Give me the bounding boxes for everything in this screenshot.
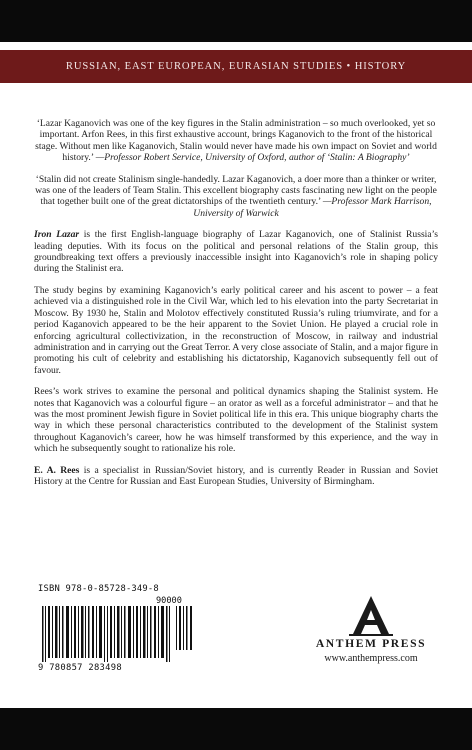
barcode-number: 9 780857 283498 xyxy=(38,663,122,673)
quote-text: ‘Stalin did not create Stalinism single-handedly. Lazar Kaganovich, a doer more than a thinker or writer, was one of the leaders of Team Stalin. This excellent biography casts fascinating new light on the people that together built one of the great dictatorships of the twentieth century.’ xyxy=(35,173,437,208)
body-paragraph: Rees’s work strives to examine the personal and political dynamics shaping the Stalinist system. He notes that Kaganovich was a colourful figure – an orator as well as a forceful administrator – and that he was the most prominent Jewish figure in Soviet political life in this era. This unique biography charts the way in which these personal characteristics contributed to the development of the Stalinist system throughout Kaganovich’s career, how he was himself transformed by this experience, and the way in which he subsequently sought to rationalize his role. xyxy=(34,386,438,455)
barcode-bars xyxy=(38,606,196,664)
endorsement-quote xyxy=(34,118,438,164)
quote-text: ‘Lazar Kaganovich was one of the key figures in the Stalin administration – so much overlooked, yet so important. Arfon Rees, in this first exhaustive account, brings Kaganovich to the front of the historical stage. Without men like Kaganovich, Stalin would never have made his own impact on Soviet and world history.’ xyxy=(35,118,437,164)
back-cover-text xyxy=(34,118,438,497)
quote-attribution: —Professor Robert Service, University of Oxford, author of ‘Stalin: A Biography’ xyxy=(95,152,410,164)
series-banner-text: RUSSIAN, EAST EUROPEAN, EURASIAN STUDIES • HISTORY xyxy=(65,61,407,72)
isbn-barcode xyxy=(38,584,196,672)
quote-attribution: —Professor Mark Harrison, University of Warwick xyxy=(193,196,432,219)
top-black-border xyxy=(0,0,472,42)
author-bio-text: is a specialist in Russian/Soviet history, and is currently Reader in Russian and Soviet History at the Centre for Russian and East European Studies, University of Birmingham. xyxy=(34,464,438,487)
author-bio xyxy=(34,465,438,488)
body-paragraph: The study begins by examining Kaganovich’s early political career and his ascent to power – a feat achieved via a distinguished role in the Civil War, which led to his elevation into the party Secretariat in Moscow. By 1930 he, Stalin and Molotov effectively constituted Russia’s ruling triumvirate, and for a period Kaganovich appeared to be the heir apparent to the Soviet Union. He played a crucial role in enforcing agricultural collectivization, in the reconstruction of Moscow, in railway and industrial administration and in carrying out the Great Terror. A very close associate of Stalin, and a major figure in promoting his cult of celebrity and establishing his dictatorship, Kaganovich subsequently fell out of favour. xyxy=(34,284,438,376)
intro-text: is the first English-language biography of Lazar Kaganovich, one of Stalinist Russia’s leading deputies. With its focus on the political and personal relations of the Stalin group, this groundbreaking text offers a previously inaccessible insight into Kaganovich’s role in shaping policy during the Stalinist era. xyxy=(34,229,438,275)
bottom-black-border xyxy=(0,708,472,750)
endorsement-quote xyxy=(34,174,438,220)
intro-paragraph xyxy=(34,229,438,275)
publisher-url: www.anthempress.com xyxy=(324,653,418,664)
author-name: E. A. Rees xyxy=(34,464,80,476)
price-code: 90000 xyxy=(156,596,182,606)
publisher-name: ANTHEM PRESS xyxy=(315,637,427,650)
isbn-text: ISBN 978-0-85728-349-8 xyxy=(38,584,159,594)
anthem-press-logo xyxy=(307,594,435,638)
series-banner xyxy=(0,50,472,83)
book-title: Iron Lazar xyxy=(34,229,80,241)
